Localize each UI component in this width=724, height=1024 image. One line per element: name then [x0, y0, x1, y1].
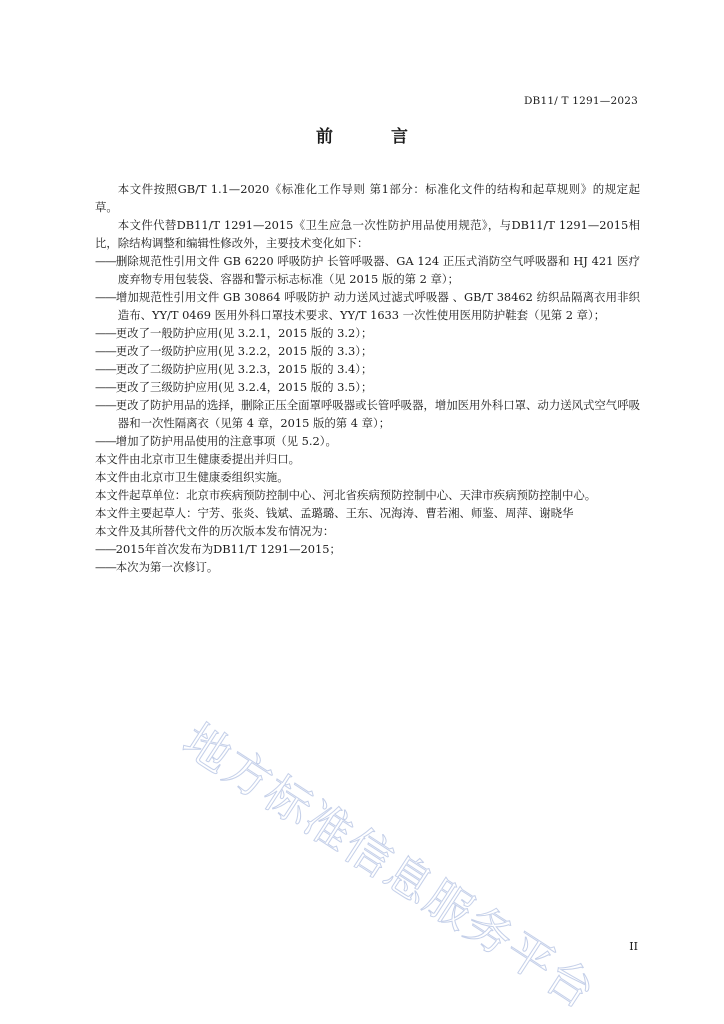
list-item-text: 更改了三级防护应用(见 3.2.4，2015 版的 3.5）；: [115, 380, 373, 394]
history-item-text: 本次为第一次修订。: [115, 560, 219, 574]
paragraph: 本文件起草单位：北京市疾病预防控制中心、河北省疾病预防控制中心、天津市疾病预防控制中心。: [95, 488, 597, 502]
dash-marker: ——: [95, 254, 116, 268]
list-item-text: 增加规范性引用文件 GB 30864 呼吸防护 动力送风过滤式呼吸器 、GB/T 38462 纺织品隔离衣用非织造布、YY/T 0469 医用外科口罩技术要求、YY/T 1633 一次性使用医用防护鞋套（见第 2 章）；: [115, 290, 640, 322]
dash-marker: ——: [95, 362, 116, 376]
list-item: [95, 396, 640, 432]
list-item-text: 更改了防护用品的选择，删除正压全面罩呼吸器或长管呼吸器，增加医用外科口罩、动力送风式空气呼吸器和一次性隔离衣（见第 4 章，2015 版的第 4 章）；: [115, 398, 640, 430]
history-item-text: 2015年首次发布为DB11/T 1291—2015；: [115, 542, 341, 556]
list-item-text: 更改了一般防护应用(见 3.2.1，2015 版的 3.2）；: [115, 326, 373, 340]
dash-marker: ——: [95, 290, 116, 304]
history-item: [95, 540, 640, 558]
list-item: [95, 252, 640, 288]
dash-marker: ——: [95, 542, 116, 556]
paragraph: 本文件代替DB11/T 1291—2015《卫生应急一次性防护用品使用规范》，与DB11/T 1291—2015相比，除结构调整和编辑性修改外，主要技术变化如下：: [95, 218, 640, 250]
list-item-text: 更改了一级防护应用(见 3.2.2，2015 版的 3.3）；: [115, 344, 373, 358]
document-body: [95, 180, 640, 576]
list-item: [95, 432, 640, 450]
list-item: [95, 342, 640, 360]
dash-marker: ——: [95, 380, 116, 394]
paragraph: 本文件及其所替代文件的历次版本发布情况为：: [95, 524, 335, 538]
paragraph: 本文件按照GB/T 1.1—2020《标准化工作导则 第1部分：标准化文件的结构和起草规则》的规定起草。: [95, 182, 640, 214]
paragraph: 本文件由北京市卫生健康委提出并归口。: [95, 452, 301, 466]
paragraph: 本文件由北京市卫生健康委组织实施。: [95, 470, 289, 484]
dash-marker: ——: [95, 326, 116, 340]
history-item: [95, 558, 640, 576]
list-item-text: 增加了防护用品使用的注意事项（见 5.2）。: [115, 434, 337, 448]
page-title: 前 言: [316, 127, 434, 147]
list-item-text: 更改了二级防护应用(见 3.2.3，2015 版的 3.4）；: [115, 362, 373, 376]
watermark: 地方标准信息服务平台: [173, 712, 606, 1020]
dash-marker: ——: [95, 344, 116, 358]
list-item: [95, 324, 640, 342]
list-item: [95, 288, 640, 324]
list-item: [95, 378, 640, 396]
document-code: DB11/ T 1291—2023: [523, 95, 638, 107]
page-number: II: [629, 940, 638, 953]
list-item-text: 删除规范性引用文件 GB 6220 呼吸防护 长管呼吸器、GA 124 正压式消防空气呼吸器和 HJ 421 医疗废弃物专用包装袋、容器和警示标志标准（见 2015 版的第 2 章）；: [115, 254, 640, 286]
dash-marker: ——: [95, 560, 116, 574]
paragraph: 本文件主要起草人：宁芳、张炎、钱斌、孟璐璐、王东、况海涛、曹若湘、师鉴、周萍、谢晓华: [95, 506, 574, 520]
dash-marker: ——: [95, 434, 116, 448]
dash-marker: ——: [95, 398, 116, 412]
list-item: [95, 360, 640, 378]
